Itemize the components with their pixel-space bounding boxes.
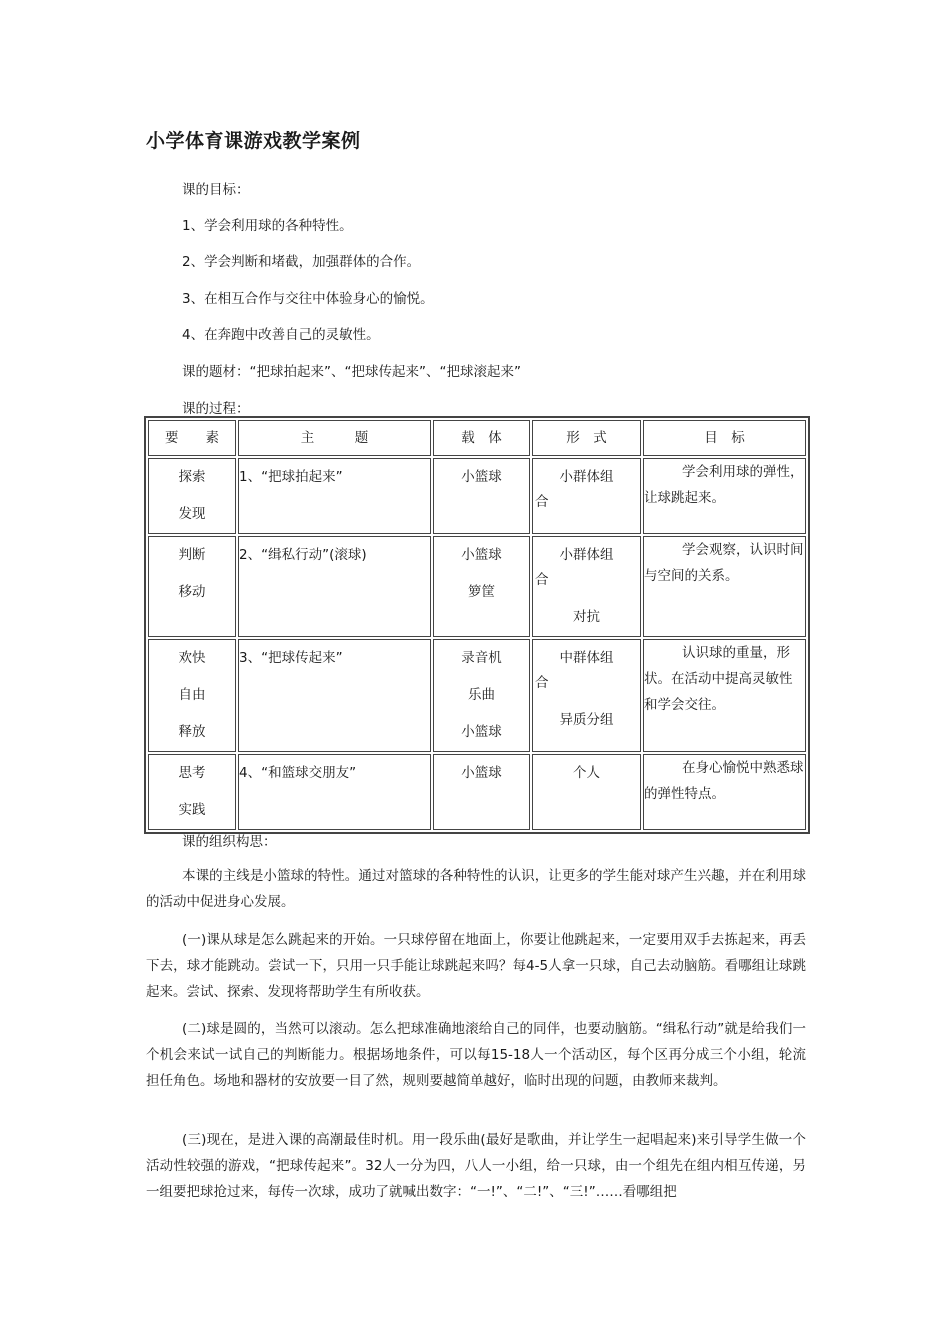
goal-cell: 在身心愉悦中熟悉球的弹性特点。 — [643, 754, 806, 830]
form-cell: 小群体组 合 对抗 — [532, 536, 641, 637]
carrier-cell: 录音机 乐曲 小篮球 — [433, 639, 530, 752]
theme-cell: 1、“把球拍起来” — [238, 458, 431, 534]
goal-item: 2、学会判断和堵截，加强群体的合作。 — [182, 254, 421, 270]
element-cell: 思考 实践 — [148, 754, 236, 830]
goal-cell: 学会观察，认识时间与空间的关系。 — [643, 536, 806, 637]
goal-item: 1、学会利用球的各种特性。 — [182, 218, 353, 234]
paragraph: (二)球是圆的，当然可以滚动。怎么把球准确地滚给自己的同伴，也要动脑筋。“缉私行动”就是给我们一个机会来试一试自己的判断能力。根据场地条件，可以每15-18人一个活动区，每个区再分成三个小组，轮流担任角色。场地和器材的安放要一目了然，规则要越简单越好，临时出现的问题，由教师来裁判。 — [146, 1021, 806, 1089]
header-cell: 要 素 — [148, 420, 236, 456]
goals-heading: 课的目标： — [182, 182, 250, 198]
table-header-row — [148, 420, 806, 456]
process-heading: 课的过程： — [182, 401, 250, 417]
table-row — [148, 536, 806, 637]
goal-cell: 认识球的重量，形状。在活动中提高灵敏性和学会交往。 — [643, 639, 806, 752]
header-cell: 载 体 — [433, 420, 530, 456]
org-heading: 课的组织构思： — [182, 834, 277, 850]
carrier-cell: 小篮球 — [433, 458, 530, 534]
carrier-cell: 小篮球 — [433, 754, 530, 830]
goal-item: 3、在相互合作与交往中体验身心的愉悦。 — [182, 291, 434, 307]
topics-line: 课的题材：“把球拍起来”、“把球传起来”、“把球滚起来” — [182, 364, 521, 380]
theme-cell: 2、“缉私行动”(滚球) — [238, 536, 431, 637]
element-cell: 判断 移动 — [148, 536, 236, 637]
goal-cell: 学会利用球的弹性，让球跳起来。 — [643, 458, 806, 534]
theme-cell: 3、“把球传起来” — [238, 639, 431, 752]
header-cell: 目 标 — [643, 420, 806, 456]
form-cell: 个人 — [532, 754, 641, 830]
header-cell: 形 式 — [532, 420, 641, 456]
theme-cell: 4、“和篮球交朋友” — [238, 754, 431, 830]
carrier-cell: 小篮球 箩筐 — [433, 536, 530, 637]
paragraph: 本课的主线是小篮球的特性。通过对篮球的各种特性的认识，让更多的学生能对球产生兴趣，并在利用球的活动中促进身心发展。 — [146, 868, 806, 910]
page-title: 小学体育课游戏教学案例 — [146, 130, 361, 152]
element-cell: 探索 发现 — [148, 458, 236, 534]
header-cell: 主 题 — [238, 420, 431, 456]
element-cell: 欢快 自由 释放 — [148, 639, 236, 752]
form-cell: 中群体组 合 异质分组 — [532, 639, 641, 752]
table-row — [148, 754, 806, 830]
process-table — [144, 416, 810, 834]
form-cell: 小群体组 合 — [532, 458, 641, 534]
table-row — [148, 639, 806, 752]
table-row — [148, 458, 806, 534]
goal-item: 4、在奔跑中改善自己的灵敏性。 — [182, 327, 380, 343]
paragraph: (一)课从球是怎么跳起来的开始。一只球停留在地面上，你要让他跳起来，一定要用双手去拣起来，再丢下去，球才能跳动。尝试一下，只用一只手能让球跳起来吗？每4-5人拿一只球，自己去动脑筋。看哪组让球跳起来。尝试、探索、发现将帮助学生有所收获。 — [146, 932, 806, 1000]
paragraph: (三)现在，是进入课的高潮最佳时机。用一段乐曲(最好是歌曲，并让学生一起唱起来)来引导学生做一个活动性较强的游戏，“把球传起来”。32人一分为四，八人一小组，给一只球，由一个组先在组内相互传递，另一组要把球抢过来，每传一次球，成功了就喊出数字：“一!”、“二!”、“三!”……看哪组把 — [146, 1132, 806, 1200]
